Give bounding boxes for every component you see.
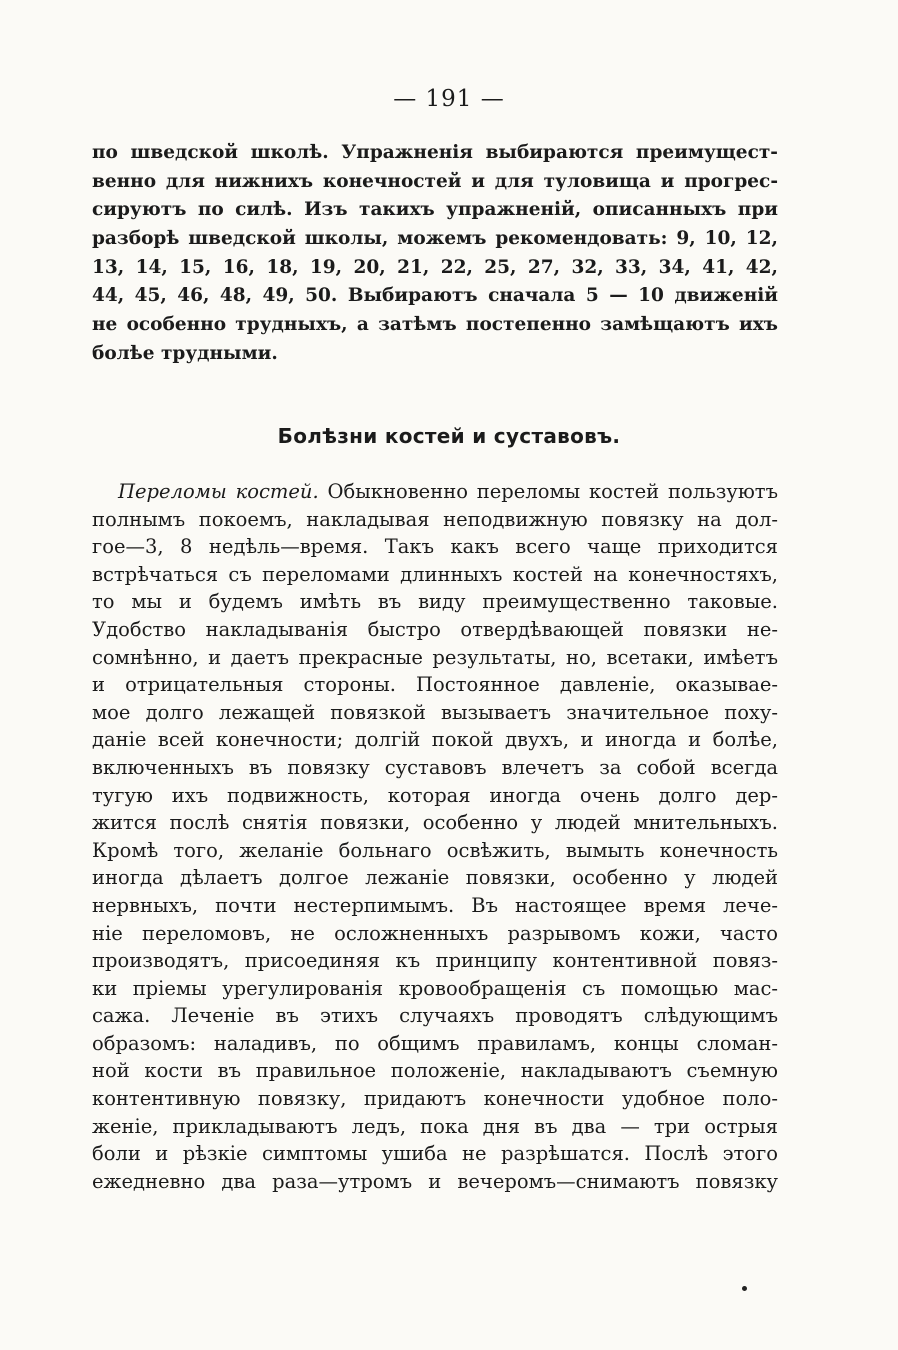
text-line: боли и рѣзкіе симптомы ушиба не разрѣшатся. Послѣ этого (92, 1142, 778, 1166)
text-line: разборѣ шведской школы, можемъ рекомендовать: 9, 10, 12, (92, 228, 778, 250)
text-line: Удобство накладыванія быстро отвердѣвающей повязки не- (92, 617, 778, 641)
page-number: — 191 — (393, 86, 505, 112)
text-line: гое—3, 8 недѣль—время. Такъ какъ всего чаще приходится (92, 535, 778, 559)
text-line: даніе всей конечности; долгій покой двухъ, и иногда и болѣе, (92, 728, 778, 752)
text-line: встрѣчаться съ переломами длинныхъ костей на конечностяхъ, (92, 562, 778, 586)
text-line: полнымъ покоемъ, накладывая неподвижную повязку на дол- (92, 507, 778, 531)
text-line: включенныхъ въ повязку суставовъ влечетъ за собой всегда (92, 755, 778, 779)
text-line: венно для нижнихъ конечностей и для туловища и прогрес- (92, 170, 778, 192)
text-line: сомнѣнно, и даетъ прекрасные результаты, но, всетаки, имѣетъ (92, 645, 778, 669)
first-line-text: Обыкновенно переломы костей пользуютъ (318, 480, 778, 503)
text-line: Кромѣ того, желаніе больнаго освѣжить, вымыть конечность (92, 838, 778, 862)
text-line: женіе, прикладываютъ ледъ, пока дня въ два — три острыя (92, 1114, 778, 1138)
text-line: 13, 14, 15, 16, 18, 19, 20, 21, 22, 25, 27, 32, 33, 34, 41, 42, (92, 256, 778, 278)
text-line: мое долго лежащей повязкой вызываетъ значительное поху- (92, 700, 778, 724)
text-line: ной кости въ правильное положеніе, накладываютъ съемную (92, 1059, 778, 1083)
main-paragraph (92, 478, 778, 1195)
text-line: нервныхъ, почти нестерпимымъ. Въ настоящее время лече- (92, 893, 778, 917)
text-line: сажа. Леченіе въ этихъ случаяхъ проводятъ слѣдующимъ (92, 1004, 778, 1028)
text-line: иногда дѣлаетъ долгое лежаніе повязки, особенно у людей (92, 866, 778, 890)
text-line: 44, 45, 46, 48, 49, 50. Выбираютъ сначала 5 — 10 движеній (92, 285, 778, 307)
text-line: и отрицательныя стороны. Постоянное давленіе, оказывае- (92, 673, 778, 697)
text-line: болѣе трудными. (92, 342, 278, 364)
text-line: не особенно трудныхъ, а затѣмъ постепенно замѣщаютъ ихъ (92, 314, 778, 336)
text-line-first (92, 478, 778, 506)
text-line: ежедневно два раза—утромъ и вечеромъ—снимаютъ повязку (92, 1169, 778, 1193)
text-line: контентивную повязку, придаютъ конечности удобное поло- (92, 1087, 778, 1111)
text-line: по шведской школѣ. Упражненія выбираются преимущест- (92, 142, 778, 163)
text-line: тугую ихъ подвижность, которая иногда очень долго дер- (92, 783, 778, 807)
text-line: жится послѣ снятія повязки, особенно у людей мнительныхъ. (92, 811, 778, 835)
paragraph-lead: Переломы костей. (118, 480, 319, 503)
text-line: производятъ, присоединяя къ принципу контентивной повяз- (92, 949, 778, 973)
section-heading: Болѣзни костей и суставовъ. (277, 424, 621, 448)
text-line: сируютъ по силѣ. Изъ такихъ упражненій, описанныхъ при (92, 199, 778, 221)
text-line: ки пріемы урегулированія кровообращенія съ помощью мас- (92, 976, 778, 1000)
text-line: ніе переломовъ, не осложненныхъ разрывомъ кожи, часто (92, 921, 778, 945)
text-line: образомъ: наладивъ, по общимъ правиламъ, концы сломан- (92, 1031, 778, 1055)
ink-speck (742, 1286, 747, 1291)
top-paragraph (92, 139, 778, 369)
text-line: то мы и будемъ имѣть въ виду преимущественно таковые. (92, 590, 778, 614)
